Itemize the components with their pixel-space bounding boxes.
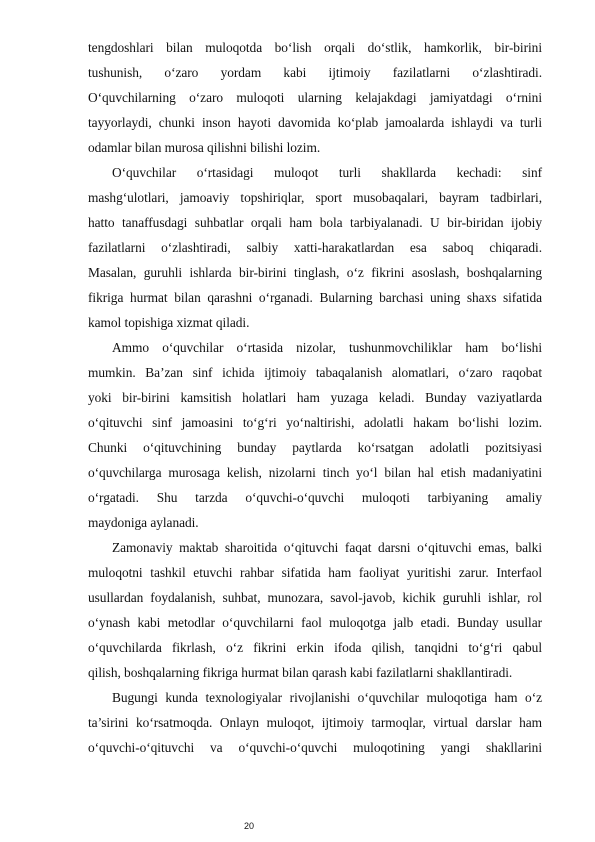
paragraph-first-line: Bugungi kunda texnologiyalar rivojlanishi o‘quvchilar muloqotiga ham o‘z xyxy=(112,690,542,705)
paragraph-first-line: Ammo o‘quvchilar o‘rtasida nizolar, tushunmovchiliklar ham bo‘lishi xyxy=(112,340,542,355)
text-line: o‘quvchi-o‘qituvchi va o‘quvchi-o‘quvchi muloqotining yangi shakllarini xyxy=(88,740,542,755)
text-line: tushunish, o‘zaro yordam kabi ijtimoiy fazilatlarni o‘zlashtiradi. xyxy=(88,65,542,80)
text-line: O‘quvchilarning o‘zaro muloqoti ularning kelajakdagi jamiyatdagi o‘rnini xyxy=(88,90,542,105)
text-line: tayyorlaydi, chunki inson hayoti davomida ko‘plab jamoalarda ishlaydi va turli xyxy=(88,115,542,130)
text-line: Chunki o‘qituvchining bunday paytlarda ko‘rsatgan adolatli pozitsiyasi xyxy=(88,440,542,455)
text-line: fikriga hurmat bilan qarashni o‘rganadi. Bularning barchasi uning shaxs sifatida xyxy=(88,290,542,305)
text-line: odamlar bilan murosa qilishni bilishi lozim. xyxy=(88,140,321,155)
text-line: Masalan, guruhli ishlarda bir-birini tinglash, o‘z fikrini asoslash, boshqalarning xyxy=(88,265,542,280)
paragraph-first-line: Zamonaviy maktab sharoitida o‘qituvchi faqat darsni o‘qituvchi emas, balki xyxy=(112,540,542,555)
text-line: mashg‘ulotlari, jamoaviy topshiriqlar, sport musobaqalari, bayram tadbirlari, xyxy=(88,190,542,205)
text-line: o‘rgatadi. Shu tarzda o‘quvchi-o‘quvchi muloqoti tarbiyaning amaliy xyxy=(88,490,542,505)
text-line: ta’sirini ko‘rsatmoqda. Onlayn muloqot, ijtimoiy tarmoqlar, virtual darslar ham xyxy=(88,715,542,730)
text-line: yoki bir-birini kamsitish holatlari ham yuzaga keladi. Bunday vaziyatlarda xyxy=(88,390,542,405)
text-line: usullardan foydalanish, suhbat, munozara, savol-javob, kichik guruhli ishlar, rol xyxy=(88,590,542,605)
text-line: o‘qituvchi sinf jamoasini to‘g‘ri yo‘naltirishi, adolatli hakam bo‘lishi lozim. xyxy=(88,415,542,430)
text-line: o‘quvchilarda fikrlash, o‘z fikrini erkin ifoda qilish, tanqidni to‘g‘ri qabul xyxy=(88,640,542,655)
text-line: maydoniga aylanadi. xyxy=(88,515,199,530)
page-number: 20 xyxy=(244,821,255,831)
paragraph-first-line: O‘quvchilar o‘rtasidagi muloqot turli shakllarda kechadi: sinf xyxy=(112,165,542,180)
text-line: o‘ynash kabi metodlar o‘quvchilarni faol muloqotga jalb etadi. Bunday usullar xyxy=(88,615,542,630)
text-line: tengdoshlari bilan muloqotda bo‘lish orqali do‘stlik, hamkorlik, bir-birini xyxy=(88,40,542,55)
text-line: hatto tanaffusdagi suhbatlar orqali ham bola tarbiyalanadi. U bir-biridan ijobiy xyxy=(88,215,542,230)
text-line: fazilatlarni o‘zlashtiradi, salbiy xatti-harakatlardan esa saboq chiqaradi. xyxy=(88,240,542,255)
text-line: kamol topishiga xizmat qiladi. xyxy=(88,315,250,330)
text-line: qilish, boshqalarning fikriga hurmat bilan qarash kabi fazilatlarni shakllantiradi. xyxy=(88,665,513,680)
text-line: o‘quvchilarga murosaga kelish, nizolarni tinch yo‘l bilan hal etish madaniyatini xyxy=(88,465,542,480)
text-line: mumkin. Ba’zan sinf ichida ijtimoiy tabaqalanish alomatlari, o‘zaro raqobat xyxy=(88,365,542,380)
text-line: muloqotni tashkil etuvchi rahbar sifatida ham faoliyat yuritishi zarur. Interfaol xyxy=(88,565,542,580)
